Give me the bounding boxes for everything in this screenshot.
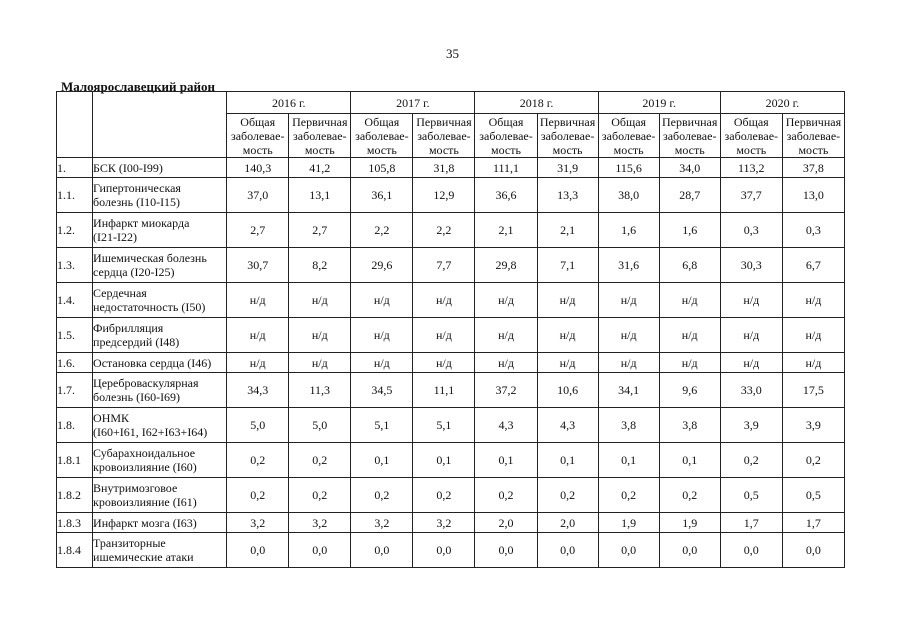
general-morbidity-value: 2,0 xyxy=(475,513,537,533)
general-morbidity-value: 30,3 xyxy=(720,248,782,283)
table-row xyxy=(57,443,845,478)
sub-header-line: мость xyxy=(736,142,767,157)
general-morbidity-value: 0,1 xyxy=(598,443,659,478)
sub-header-line: мость xyxy=(491,142,521,157)
primary-morbidity-header xyxy=(413,114,475,158)
primary-morbidity-value: 28,7 xyxy=(659,178,720,213)
row-disease-name xyxy=(93,178,227,213)
primary-morbidity-value: 34,0 xyxy=(659,158,720,178)
sub-header-line: заболевае- xyxy=(601,128,656,143)
general-morbidity-value: 0,2 xyxy=(720,443,782,478)
primary-morbidity-value: 17,5 xyxy=(782,373,844,408)
row-disease-name xyxy=(93,533,227,568)
general-morbidity-value: 37,2 xyxy=(475,373,537,408)
general-morbidity-value: 34,1 xyxy=(598,373,659,408)
row-number: 1.8.3 xyxy=(57,513,93,533)
disease-name-line: Фибрилляция xyxy=(93,321,164,335)
primary-morbidity-header xyxy=(782,114,844,158)
primary-morbidity-value: 8,2 xyxy=(289,248,351,283)
primary-morbidity-value: 4,3 xyxy=(537,408,598,443)
table-body xyxy=(57,158,845,568)
general-morbidity-value: н/д xyxy=(227,353,289,373)
general-morbidity-value: 3,2 xyxy=(227,513,289,533)
primary-morbidity-value: н/д xyxy=(537,318,598,353)
row-disease-name xyxy=(93,373,227,408)
primary-morbidity-value: 0,2 xyxy=(413,478,475,513)
primary-morbidity-value: 1,6 xyxy=(659,213,720,248)
primary-morbidity-value: 1,7 xyxy=(782,513,844,533)
header-name-cell xyxy=(93,92,227,158)
disease-name-line: Транзиторные xyxy=(93,536,166,550)
row-disease-name xyxy=(93,283,227,318)
disease-name-line: Остановка сердца (I46) xyxy=(93,355,212,370)
general-morbidity-value: 2,2 xyxy=(351,213,413,248)
disease-name-line: кровоизлияние (I60) xyxy=(93,460,197,474)
general-morbidity-value: 0,3 xyxy=(720,213,782,248)
general-morbidity-value: н/д xyxy=(351,353,413,373)
primary-morbidity-value: 0,2 xyxy=(782,443,844,478)
sub-header-line: Общая xyxy=(733,114,769,129)
row-disease-name xyxy=(93,513,227,533)
primary-morbidity-value: 0,0 xyxy=(537,533,598,568)
row-number: 1.4. xyxy=(57,283,93,318)
general-morbidity-value: 1,9 xyxy=(598,513,659,533)
disease-name-line: ишемические атаки xyxy=(93,550,194,564)
disease-name-line: Гипертоническая xyxy=(93,181,181,195)
primary-morbidity-value: 10,6 xyxy=(537,373,598,408)
general-morbidity-value: н/д xyxy=(475,283,537,318)
primary-morbidity-value: 11,3 xyxy=(289,373,351,408)
primary-morbidity-value: 31,9 xyxy=(537,158,598,178)
row-disease-name xyxy=(93,158,227,178)
primary-morbidity-value: 6,7 xyxy=(782,248,844,283)
row-number: 1.8. xyxy=(57,408,93,443)
sub-header-line: заболевае- xyxy=(662,128,717,143)
primary-morbidity-header xyxy=(659,114,720,158)
primary-morbidity-value: 0,1 xyxy=(413,443,475,478)
primary-morbidity-value: 13,3 xyxy=(537,178,598,213)
table-row xyxy=(57,158,845,178)
disease-name-line: Сердечная xyxy=(93,286,147,300)
primary-morbidity-value: 0,1 xyxy=(537,443,598,478)
general-morbidity-value: 37,0 xyxy=(227,178,289,213)
disease-name-line: кровоизлияние (I61) xyxy=(93,495,197,509)
sub-header-line: заболевае- xyxy=(540,128,595,143)
disease-name-line: предсердий (I48) xyxy=(93,335,180,349)
sub-header-line: заболевае- xyxy=(724,128,779,143)
table-row xyxy=(57,353,845,373)
primary-morbidity-value: 3,2 xyxy=(413,513,475,533)
table-row xyxy=(57,283,845,318)
primary-morbidity-value: 0,2 xyxy=(289,478,351,513)
general-morbidity-value: н/д xyxy=(598,283,659,318)
general-morbidity-value: 30,7 xyxy=(227,248,289,283)
disease-name-line: недостаточность (I50) xyxy=(93,300,206,314)
row-number: 1.8.2 xyxy=(57,478,93,513)
region-title: Малоярославецкий район xyxy=(61,79,215,94)
primary-morbidity-value: 6,8 xyxy=(659,248,720,283)
primary-morbidity-value: 41,2 xyxy=(289,158,351,178)
sub-header-line: Общая xyxy=(488,114,524,129)
year-header: 2020 г. xyxy=(720,92,844,114)
general-morbidity-value: 3,8 xyxy=(598,408,659,443)
primary-morbidity-value: 3,9 xyxy=(782,408,844,443)
primary-morbidity-value: 0,3 xyxy=(782,213,844,248)
general-morbidity-value: н/д xyxy=(720,283,782,318)
row-disease-name xyxy=(93,248,227,283)
general-morbidity-value: 37,7 xyxy=(720,178,782,213)
row-number: 1.1. xyxy=(57,178,93,213)
sub-header-line: мость xyxy=(798,142,829,157)
row-number: 1. xyxy=(57,158,93,178)
sub-header-line: Первичная xyxy=(416,114,472,129)
general-morbidity-value: 0,0 xyxy=(720,533,782,568)
primary-morbidity-value: 9,6 xyxy=(659,373,720,408)
row-disease-name xyxy=(93,318,227,353)
disease-name-line: (I21-I22) xyxy=(93,230,138,244)
row-disease-name xyxy=(93,478,227,513)
sub-header-line: заболевае- xyxy=(293,128,347,143)
general-morbidity-value: 2,7 xyxy=(227,213,289,248)
table-row xyxy=(57,478,845,513)
general-morbidity-value: 1,6 xyxy=(598,213,659,248)
primary-morbidity-value: 1,9 xyxy=(659,513,720,533)
primary-morbidity-value: 7,1 xyxy=(537,248,598,283)
disease-name-line: болезнь (I60-I69) xyxy=(93,390,181,404)
sub-header-line: мость xyxy=(242,142,273,157)
table-row xyxy=(57,373,845,408)
primary-morbidity-value: 3,2 xyxy=(289,513,351,533)
general-morbidity-value: 34,5 xyxy=(351,373,413,408)
general-morbidity-value: н/д xyxy=(351,283,413,318)
primary-morbidity-value: 0,5 xyxy=(782,478,844,513)
general-morbidity-value: 0,2 xyxy=(598,478,659,513)
primary-morbidity-value: 0,2 xyxy=(659,478,720,513)
sub-header-line: заболевае- xyxy=(479,128,533,143)
primary-morbidity-value: н/д xyxy=(782,353,844,373)
morbidity-table xyxy=(56,91,845,568)
general-morbidity-value: 0,2 xyxy=(227,443,289,478)
row-number: 1.5. xyxy=(57,318,93,353)
disease-name-line: (I60+I61, I62+I63+I64) xyxy=(93,425,208,439)
table-row xyxy=(57,318,845,353)
general-morbidity-value: 3,9 xyxy=(720,408,782,443)
primary-morbidity-value: 13,0 xyxy=(782,178,844,213)
primary-morbidity-value: н/д xyxy=(659,318,720,353)
general-morbidity-value: 29,8 xyxy=(475,248,537,283)
disease-name-line: Цереброваскулярная xyxy=(93,376,199,390)
table-row xyxy=(57,178,845,213)
sub-header-line: заболевае- xyxy=(786,128,841,143)
page-number: 35 xyxy=(446,46,459,61)
primary-morbidity-value: н/д xyxy=(289,283,351,318)
primary-morbidity-value: 12,9 xyxy=(413,178,475,213)
general-morbidity-value: н/д xyxy=(475,353,537,373)
general-morbidity-value: 0,1 xyxy=(475,443,537,478)
general-morbidity-value: н/д xyxy=(598,318,659,353)
sub-header-line: мость xyxy=(552,142,583,157)
general-morbidity-value: 36,1 xyxy=(351,178,413,213)
primary-morbidity-value: 31,8 xyxy=(413,158,475,178)
general-morbidity-value: 29,6 xyxy=(351,248,413,283)
disease-name-line: Субарахноидальное xyxy=(93,446,196,460)
row-number: 1.3. xyxy=(57,248,93,283)
row-number: 1.6. xyxy=(57,353,93,373)
primary-morbidity-value: н/д xyxy=(413,353,475,373)
general-morbidity-value: 4,3 xyxy=(475,408,537,443)
general-morbidity-value: 140,3 xyxy=(227,158,289,178)
general-morbidity-value: 0,0 xyxy=(351,533,413,568)
primary-morbidity-value: н/д xyxy=(289,318,351,353)
row-disease-name xyxy=(93,443,227,478)
general-morbidity-header xyxy=(475,114,537,158)
general-morbidity-header xyxy=(720,114,782,158)
general-morbidity-value: 33,0 xyxy=(720,373,782,408)
general-morbidity-value: н/д xyxy=(720,353,782,373)
disease-name-line: сердца (I20-I25) xyxy=(93,265,175,279)
general-morbidity-value: 1,7 xyxy=(720,513,782,533)
primary-morbidity-value: 37,8 xyxy=(782,158,844,178)
general-morbidity-value: 0,2 xyxy=(475,478,537,513)
disease-name-line: Инфаркт миокарда xyxy=(93,216,190,230)
sub-header-line: Первичная xyxy=(292,114,348,129)
row-disease-name xyxy=(93,353,227,373)
row-disease-name xyxy=(93,213,227,248)
general-morbidity-header xyxy=(227,114,289,158)
general-morbidity-value: 0,2 xyxy=(351,478,413,513)
general-morbidity-value: 105,8 xyxy=(351,158,413,178)
primary-morbidity-value: н/д xyxy=(782,318,844,353)
primary-morbidity-value: 2,7 xyxy=(289,213,351,248)
primary-morbidity-value: 5,1 xyxy=(413,408,475,443)
general-morbidity-value: 0,5 xyxy=(720,478,782,513)
disease-name-line: Инфаркт мозга (I63) xyxy=(93,515,197,530)
sub-header-line: Первичная xyxy=(785,114,842,129)
sub-header-line: мость xyxy=(366,142,397,157)
general-morbidity-value: н/д xyxy=(598,353,659,373)
row-number: 1.7. xyxy=(57,373,93,408)
primary-morbidity-value: 0,0 xyxy=(413,533,475,568)
sub-header-line: мость xyxy=(428,142,459,157)
general-morbidity-header xyxy=(351,114,413,158)
general-morbidity-value: 31,6 xyxy=(598,248,659,283)
primary-morbidity-value: 11,1 xyxy=(413,373,475,408)
sub-header-line: мость xyxy=(613,142,644,157)
general-morbidity-value: 3,2 xyxy=(351,513,413,533)
year-header: 2016 г. xyxy=(227,92,351,114)
sub-header-line: Первичная xyxy=(662,114,718,129)
sub-header-line: Общая xyxy=(611,114,647,129)
general-morbidity-value: 0,1 xyxy=(351,443,413,478)
sub-header-line: мость xyxy=(674,142,705,157)
sub-header-line: заболевае- xyxy=(417,128,471,143)
general-morbidity-value: 113,2 xyxy=(720,158,782,178)
primary-morbidity-value: 2,1 xyxy=(537,213,598,248)
general-morbidity-value: 36,6 xyxy=(475,178,537,213)
year-header: 2019 г. xyxy=(598,92,720,114)
header-number-cell xyxy=(57,92,93,158)
general-morbidity-value: н/д xyxy=(720,318,782,353)
general-morbidity-value: 0,2 xyxy=(227,478,289,513)
primary-morbidity-value: 0,0 xyxy=(289,533,351,568)
general-morbidity-value: 0,0 xyxy=(475,533,537,568)
general-morbidity-value: н/д xyxy=(475,318,537,353)
disease-name-line: БСК (I00-I99) xyxy=(93,160,163,175)
general-morbidity-value: 5,0 xyxy=(227,408,289,443)
general-morbidity-value: 115,6 xyxy=(598,158,659,178)
primary-morbidity-value: н/д xyxy=(537,283,598,318)
table-row xyxy=(57,248,845,283)
general-morbidity-value: 0,0 xyxy=(227,533,289,568)
primary-morbidity-header xyxy=(289,114,351,158)
primary-morbidity-value: 0,1 xyxy=(659,443,720,478)
primary-morbidity-value: н/д xyxy=(782,283,844,318)
row-number: 1.8.1 xyxy=(57,443,93,478)
primary-morbidity-value: н/д xyxy=(413,283,475,318)
general-morbidity-value: 5,1 xyxy=(351,408,413,443)
disease-name-line: ОНМК xyxy=(93,411,130,425)
row-number: 1.8.4 xyxy=(57,533,93,568)
table-row xyxy=(57,513,845,533)
general-morbidity-value: н/д xyxy=(351,318,413,353)
primary-morbidity-value: 2,0 xyxy=(537,513,598,533)
general-morbidity-value: н/д xyxy=(227,318,289,353)
primary-morbidity-value: 0,2 xyxy=(289,443,351,478)
primary-morbidity-value: н/д xyxy=(659,283,720,318)
primary-morbidity-value: 0,2 xyxy=(537,478,598,513)
row-disease-name xyxy=(93,408,227,443)
general-morbidity-value: 38,0 xyxy=(598,178,659,213)
primary-morbidity-value: 7,7 xyxy=(413,248,475,283)
table-row xyxy=(57,213,845,248)
sub-header-line: заболевае- xyxy=(355,128,409,143)
year-header: 2017 г. xyxy=(351,92,475,114)
table-header xyxy=(57,92,845,158)
general-morbidity-value: н/д xyxy=(227,283,289,318)
disease-name-line: болезнь (I10-I15) xyxy=(93,195,181,209)
sub-header-line: Первичная xyxy=(539,114,596,129)
table-row xyxy=(57,408,845,443)
primary-morbidity-value: 0,0 xyxy=(659,533,720,568)
primary-morbidity-value: 5,0 xyxy=(289,408,351,443)
primary-morbidity-value: н/д xyxy=(537,353,598,373)
primary-morbidity-header xyxy=(537,114,598,158)
primary-morbidity-value: н/д xyxy=(289,353,351,373)
primary-morbidity-value: 13,1 xyxy=(289,178,351,213)
general-morbidity-value: 2,1 xyxy=(475,213,537,248)
disease-name-line: Внутримозговое xyxy=(93,481,178,495)
primary-morbidity-value: н/д xyxy=(659,353,720,373)
sub-header-line: Общая xyxy=(364,114,400,129)
general-morbidity-value: 34,3 xyxy=(227,373,289,408)
year-header: 2018 г. xyxy=(475,92,598,114)
sub-header-line: заболевае- xyxy=(230,128,285,143)
disease-name-line: Ишемическая болезнь xyxy=(93,251,207,265)
primary-morbidity-value: н/д xyxy=(413,318,475,353)
general-morbidity-value: 0,0 xyxy=(598,533,659,568)
sub-header-line: мость xyxy=(304,142,335,157)
row-number: 1.2. xyxy=(57,213,93,248)
general-morbidity-header xyxy=(598,114,659,158)
primary-morbidity-value: 3,8 xyxy=(659,408,720,443)
general-morbidity-value: 111,1 xyxy=(475,158,537,178)
table-row xyxy=(57,533,845,568)
primary-morbidity-value: 0,0 xyxy=(782,533,844,568)
sub-header-line: Общая xyxy=(240,114,276,129)
primary-morbidity-value: 2,2 xyxy=(413,213,475,248)
